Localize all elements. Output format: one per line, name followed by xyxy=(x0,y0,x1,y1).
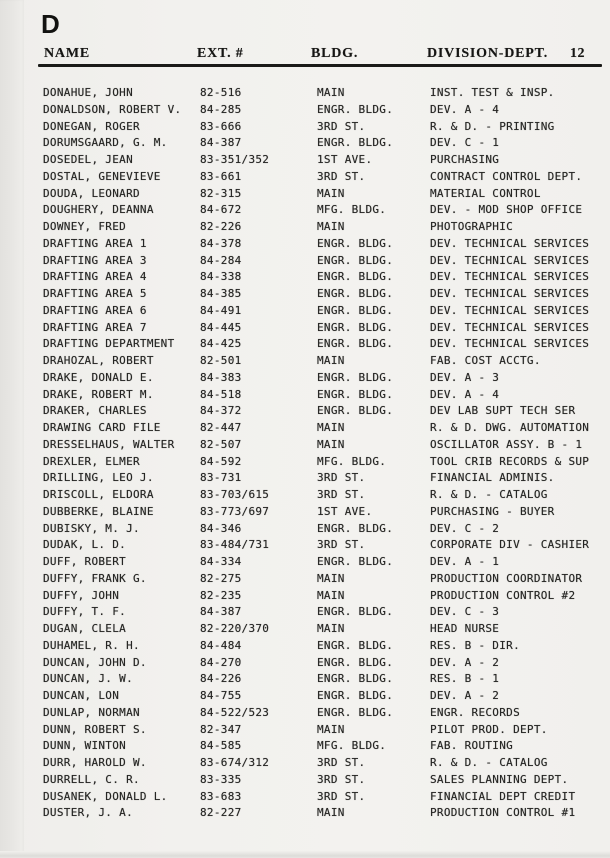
bldg-cell: ENGR. BLDG. xyxy=(317,638,394,652)
name-cell: DUGAN, CLELA xyxy=(43,622,127,635)
name-cell: DUDAK, L. D. xyxy=(43,538,127,552)
bldg-cell: MAIN xyxy=(317,722,345,736)
bldg-cell: MAIN xyxy=(317,806,345,820)
bldg-cell: 3RD ST. xyxy=(317,538,366,552)
dept-cell: RES. B - 1 xyxy=(430,672,500,686)
bldg-cell: ENGR. BLDG. xyxy=(317,270,394,284)
ext-cell: 83-661 xyxy=(200,169,242,183)
table-row xyxy=(0,101,610,118)
name-cell: DUNN, ROBERT S. xyxy=(43,722,147,736)
name-cell: DORUMSGAARD, G. M. xyxy=(43,136,168,150)
name-cell: DRAKE, DONALD E. xyxy=(43,370,154,384)
table-row xyxy=(0,570,610,587)
name-cell: DRAFTING AREA 6 xyxy=(43,303,147,317)
table-row xyxy=(0,419,610,436)
ext-cell: 83-683 xyxy=(200,789,242,803)
bldg-cell: ENGR. BLDG. xyxy=(317,555,394,568)
dept-cell: DEV. - MOD SHOP OFFICE xyxy=(430,203,583,217)
bldg-cell: ENGR. BLDG. xyxy=(317,337,394,351)
dept-cell: DEV. A - 4 xyxy=(430,387,500,401)
table-row xyxy=(0,352,610,369)
table-row xyxy=(0,486,610,503)
dept-cell: MATERIAL CONTROL xyxy=(430,186,541,200)
ext-cell: 84-372 xyxy=(200,404,242,418)
name-cell: DUBBERKE, BLAINE xyxy=(43,504,154,518)
directory-rows xyxy=(0,84,610,821)
name-cell: DUNCAN, LON xyxy=(43,689,120,702)
ext-cell: 82-347 xyxy=(200,722,242,736)
ext-cell: 83-484/731 xyxy=(200,538,270,552)
ext-cell: 84-672 xyxy=(200,203,242,217)
bldg-cell: 3RD ST. xyxy=(317,119,366,133)
ext-cell: 83-351/352 xyxy=(200,153,270,166)
dept-cell: OSCILLATOR ASSY. B - 1 xyxy=(430,437,583,451)
bldg-cell: ENGR. BLDG. xyxy=(317,287,394,300)
ext-cell: 84-522/523 xyxy=(200,705,270,719)
ext-cell: 84-755 xyxy=(200,689,242,702)
ext-cell: 84-491 xyxy=(200,303,242,317)
ext-cell: 82-315 xyxy=(200,186,242,200)
ext-cell: 84-334 xyxy=(200,555,242,568)
ext-cell: 84-338 xyxy=(200,270,242,284)
dept-cell: SALES PLANNING DEPT. xyxy=(430,772,569,786)
name-cell: DRAKE, ROBERT M. xyxy=(43,387,154,401)
dept-cell: CONTRACT CONTROL DEPT. xyxy=(430,169,583,183)
dept-cell: FAB. COST ACCTG. xyxy=(430,354,541,367)
dept-cell: PRODUCTION COORDINATOR xyxy=(430,571,583,585)
header-rule xyxy=(38,64,602,67)
name-cell: DUFFY, JOHN xyxy=(43,588,120,602)
table-row xyxy=(0,168,610,185)
dept-cell: DEV. A - 4 xyxy=(430,102,500,116)
bldg-cell: MAIN xyxy=(317,437,345,451)
bldg-cell: ENGR. BLDG. xyxy=(317,236,394,250)
dept-cell: DEV. TECHNICAL SERVICES xyxy=(430,287,590,300)
table-row xyxy=(0,302,610,319)
bldg-cell: ENGR. BLDG. xyxy=(317,370,394,384)
table-row xyxy=(0,118,610,135)
name-cell: DRESSELHAUS, WALTER xyxy=(43,437,175,451)
ext-cell: 84-585 xyxy=(200,739,242,753)
dept-cell: DEV. C - 3 xyxy=(430,605,500,619)
ext-cell: 84-285 xyxy=(200,102,242,116)
ext-cell: 82-501 xyxy=(200,354,242,367)
column-header-bldg: BLDG. xyxy=(311,46,359,61)
page-number: 12 xyxy=(570,46,585,61)
bldg-cell: ENGR. BLDG. xyxy=(317,655,394,669)
table-row xyxy=(0,369,610,386)
name-cell: DREXLER, ELMER xyxy=(43,454,140,468)
bldg-cell: MAIN xyxy=(317,622,345,635)
bldg-cell: 3RD ST. xyxy=(317,488,366,501)
bldg-cell: 1ST AVE. xyxy=(317,504,373,518)
bldg-cell: ENGR. BLDG. xyxy=(317,387,394,401)
dept-cell: DEV. TECHNICAL SERVICES xyxy=(430,253,590,267)
dept-cell: R. & D. DWG. AUTOMATION xyxy=(430,421,590,434)
paper-bottom-edge xyxy=(0,851,610,858)
ext-cell: 84-378 xyxy=(200,236,242,250)
dept-cell: DEV. TECHNICAL SERVICES xyxy=(430,303,590,317)
ext-cell: 84-226 xyxy=(200,672,242,686)
ext-cell: 83-666 xyxy=(200,119,242,133)
bldg-cell: 1ST AVE. xyxy=(317,153,373,166)
dept-cell: FINANCIAL DEPT CREDIT xyxy=(430,789,576,803)
ext-cell: 82-227 xyxy=(200,806,242,820)
dept-cell: DEV. C - 2 xyxy=(430,521,500,535)
table-row xyxy=(0,402,610,419)
dept-cell: DEV. TECHNICAL SERVICES xyxy=(430,270,590,284)
name-cell: DUSANEK, DONALD L. xyxy=(43,789,168,803)
name-cell: DUNCAN, J. W. xyxy=(43,672,133,686)
bldg-cell: ENGR. BLDG. xyxy=(317,404,394,418)
table-row xyxy=(0,587,610,604)
table-row xyxy=(0,704,610,721)
name-cell: DUBISKY, M. J. xyxy=(43,521,140,535)
dept-cell: TOOL CRIB RECORDS & SUP xyxy=(430,454,590,468)
name-cell: DUFFY, FRANK G. xyxy=(43,571,147,585)
table-row xyxy=(0,386,610,403)
name-cell: DRAFTING AREA 5 xyxy=(43,287,147,300)
name-cell: DUFF, ROBERT xyxy=(43,555,127,568)
dept-cell: PURCHASING xyxy=(430,153,500,166)
table-row xyxy=(0,84,610,101)
bldg-cell: ENGR. BLDG. xyxy=(317,672,394,686)
dept-cell: PRODUCTION CONTROL #2 xyxy=(430,588,576,602)
dept-cell: PURCHASING - BUYER xyxy=(430,504,555,518)
table-row xyxy=(0,252,610,269)
table-row xyxy=(0,218,610,235)
bldg-cell: MFG. BLDG. xyxy=(317,739,387,753)
name-cell: DOSEDEL, JEAN xyxy=(43,153,133,166)
table-row xyxy=(0,285,610,302)
bldg-cell: MAIN xyxy=(317,588,345,602)
bldg-cell: MAIN xyxy=(317,86,345,99)
bldg-cell: ENGR. BLDG. xyxy=(317,136,394,150)
bldg-cell: MAIN xyxy=(317,186,345,200)
ext-cell: 84-592 xyxy=(200,454,242,468)
dept-cell: DEV. A - 3 xyxy=(430,370,500,384)
bldg-cell: MAIN xyxy=(317,571,345,585)
bldg-cell: MFG. BLDG. xyxy=(317,203,387,217)
table-row xyxy=(0,788,610,805)
dept-cell: PHOTOGRAPHIC xyxy=(430,220,514,233)
name-cell: DRAFTING DEPARTMENT xyxy=(43,337,175,351)
ext-cell: 82-447 xyxy=(200,421,242,434)
dept-cell: FAB. ROUTING xyxy=(430,739,514,753)
ext-cell: 84-346 xyxy=(200,521,242,535)
dept-cell: PILOT PROD. DEPT. xyxy=(430,722,548,736)
name-cell: DRAFTING AREA 7 xyxy=(43,320,147,334)
table-row xyxy=(0,754,610,771)
bldg-cell: MAIN xyxy=(317,220,345,233)
ext-cell: 82-516 xyxy=(200,86,242,99)
name-cell: DURRELL, C. R. xyxy=(43,772,140,786)
name-cell: DOSTAL, GENEVIEVE xyxy=(43,169,161,183)
table-row xyxy=(0,268,610,285)
name-cell: DUFFY, T. F. xyxy=(43,605,127,619)
name-cell: DONEGAN, ROGER xyxy=(43,119,140,133)
bldg-cell: ENGR. BLDG. xyxy=(317,705,394,719)
bldg-cell: MAIN xyxy=(317,354,345,367)
ext-cell: 84-387 xyxy=(200,136,242,150)
dept-cell: INST. TEST & INSP. xyxy=(430,86,555,99)
bldg-cell: ENGR. BLDG. xyxy=(317,102,394,116)
dept-cell: DEV. A - 2 xyxy=(430,689,500,702)
bldg-cell: ENGR. BLDG. xyxy=(317,605,394,619)
table-row xyxy=(0,737,610,754)
dept-cell: FINANCIAL ADMINIS. xyxy=(430,471,555,485)
name-cell: DONAHUE, JOHN xyxy=(43,86,133,99)
bldg-cell: 3RD ST. xyxy=(317,471,366,485)
name-cell: DUNLAP, NORMAN xyxy=(43,705,140,719)
ext-cell: 84-518 xyxy=(200,387,242,401)
ext-cell: 83-674/312 xyxy=(200,756,270,769)
table-row xyxy=(0,436,610,453)
ext-cell: 82-507 xyxy=(200,437,242,451)
ext-cell: 84-484 xyxy=(200,638,242,652)
name-cell: DRAFTING AREA 3 xyxy=(43,253,147,267)
dept-cell: HEAD NURSE xyxy=(430,622,500,635)
ext-cell: 84-284 xyxy=(200,253,242,267)
table-row xyxy=(0,201,610,218)
dept-cell: CORPORATE DIV - CASHIER xyxy=(430,538,590,552)
table-row xyxy=(0,520,610,537)
dept-cell: DEV. TECHNICAL SERVICES xyxy=(430,337,590,351)
table-row xyxy=(0,721,610,738)
name-cell: DRISCOLL, ELDORA xyxy=(43,488,154,501)
name-cell: DURR, HAROLD W. xyxy=(43,756,147,769)
dept-cell: ENGR. RECORDS xyxy=(430,705,520,719)
bldg-cell: ENGR. BLDG. xyxy=(317,521,394,535)
dept-cell: DEV. A - 2 xyxy=(430,655,500,669)
table-row xyxy=(0,134,610,151)
section-letter: D xyxy=(41,9,61,39)
table-row xyxy=(0,687,610,704)
column-header-division-dept: DIVISION-DEPT. xyxy=(427,46,549,61)
dept-cell: PRODUCTION CONTROL #1 xyxy=(430,806,576,820)
table-row xyxy=(0,319,610,336)
bldg-cell: 3RD ST. xyxy=(317,169,366,183)
name-cell: DRAKER, CHARLES xyxy=(43,404,147,418)
table-row xyxy=(0,235,610,252)
dept-cell: DEV. TECHNICAL SERVICES xyxy=(430,236,590,250)
bldg-cell: ENGR. BLDG. xyxy=(317,689,394,702)
table-row xyxy=(0,503,610,520)
table-row xyxy=(0,603,610,620)
name-cell: DOUGHERY, DEANNA xyxy=(43,203,154,217)
name-cell: DRAHOZAL, ROBERT xyxy=(43,354,154,367)
dept-cell: R. & D. - CATALOG xyxy=(430,488,548,501)
column-header-ext: EXT. # xyxy=(197,46,244,61)
ext-cell: 83-335 xyxy=(200,772,242,786)
table-row xyxy=(0,553,610,570)
ext-cell: 84-445 xyxy=(200,320,242,334)
table-row xyxy=(0,670,610,687)
table-row xyxy=(0,453,610,470)
table-row xyxy=(0,536,610,553)
name-cell: DRILLING, LEO J. xyxy=(43,471,154,485)
bldg-cell: ENGR. BLDG. xyxy=(317,303,394,317)
ext-cell: 84-425 xyxy=(200,337,242,351)
dept-cell: R. & D. - PRINTING xyxy=(430,119,555,133)
ext-cell: 83-703/615 xyxy=(200,488,270,501)
ext-cell: 84-385 xyxy=(200,287,242,300)
table-row xyxy=(0,771,610,788)
bldg-cell: 3RD ST. xyxy=(317,772,366,786)
bldg-cell: MFG. BLDG. xyxy=(317,454,387,468)
bldg-cell: 3RD ST. xyxy=(317,756,366,769)
table-row xyxy=(0,469,610,486)
ext-cell: 84-270 xyxy=(200,655,242,669)
name-cell: DUSTER, J. A. xyxy=(43,806,133,820)
dept-cell: DEV. TECHNICAL SERVICES xyxy=(430,320,590,334)
bldg-cell: ENGR. BLDG. xyxy=(317,253,394,267)
bldg-cell: ENGR. BLDG. xyxy=(317,320,394,334)
table-row xyxy=(0,335,610,352)
ext-cell: 82-275 xyxy=(200,571,242,585)
name-cell: DUHAMEL, R. H. xyxy=(43,638,140,652)
name-cell: DUNN, WINTON xyxy=(43,739,127,753)
name-cell: DRAFTING AREA 4 xyxy=(43,270,147,284)
ext-cell: 82-220/370 xyxy=(200,622,270,635)
column-header-name: NAME xyxy=(44,46,90,61)
ext-cell: 84-383 xyxy=(200,370,242,384)
table-row xyxy=(0,654,610,671)
table-row xyxy=(0,151,610,168)
name-cell: DOWNEY, FRED xyxy=(43,220,127,233)
table-row xyxy=(0,637,610,654)
table-row xyxy=(0,185,610,202)
dept-cell: DEV LAB SUPT TECH SER xyxy=(430,404,576,418)
ext-cell: 84-387 xyxy=(200,605,242,619)
dept-cell: DEV. C - 1 xyxy=(430,136,500,150)
table-row xyxy=(0,620,610,637)
ext-cell: 82-235 xyxy=(200,588,242,602)
dept-cell: DEV. A - 1 xyxy=(430,555,500,568)
bldg-cell: 3RD ST. xyxy=(317,789,366,803)
ext-cell: 82-226 xyxy=(200,220,242,233)
table-row xyxy=(0,804,610,821)
ext-cell: 83-773/697 xyxy=(200,504,270,518)
bldg-cell: MAIN xyxy=(317,421,345,434)
dept-cell: RES. B - DIR. xyxy=(430,638,520,652)
name-cell: DRAWING CARD FILE xyxy=(43,421,161,434)
dept-cell: R. & D. - CATALOG xyxy=(430,756,548,769)
name-cell: DUNCAN, JOHN D. xyxy=(43,655,147,669)
name-cell: DOUDA, LEONARD xyxy=(43,186,140,200)
name-cell: DONALDSON, ROBERT V. xyxy=(43,102,182,116)
name-cell: DRAFTING AREA 1 xyxy=(43,236,147,250)
ext-cell: 83-731 xyxy=(200,471,242,485)
